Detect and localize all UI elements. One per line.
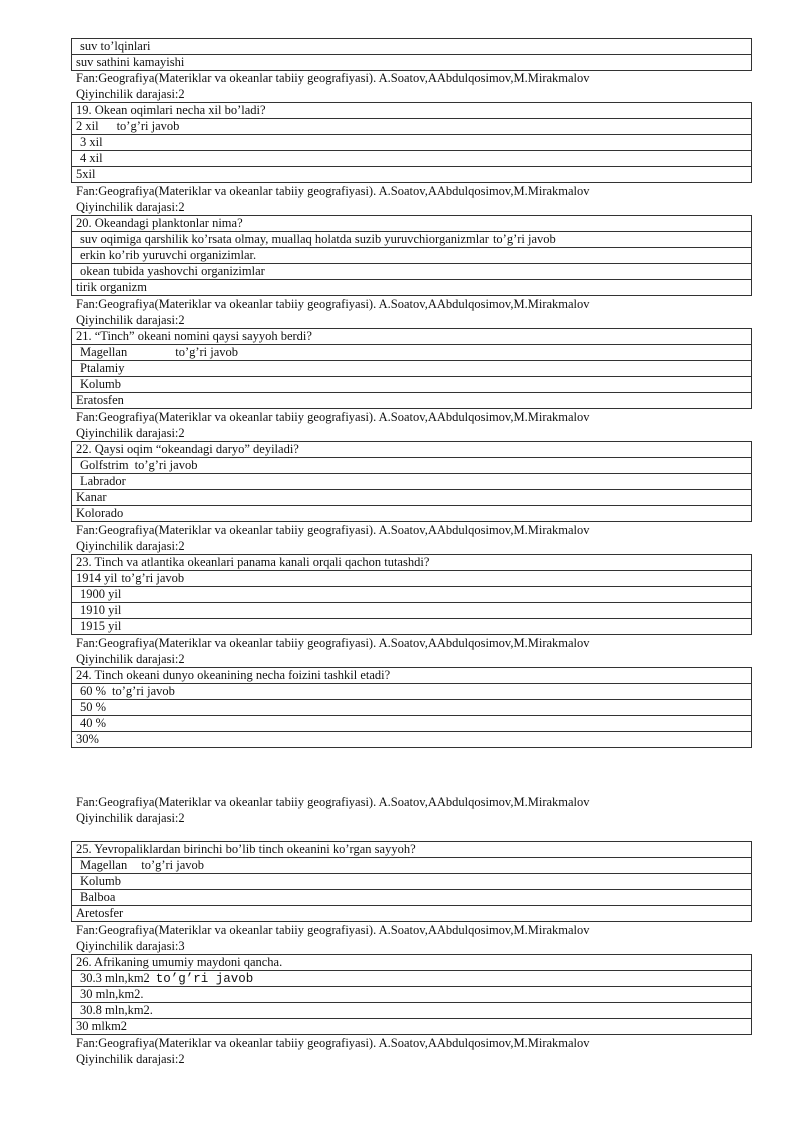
option-row: 5xil xyxy=(72,167,751,183)
option-row xyxy=(72,345,751,361)
option-row: 1910 yil xyxy=(72,603,751,619)
option-row: 1900 yil xyxy=(72,587,751,603)
subject-line: Fan:Geografiya(Materiklar va okeanlar tabiiy geografiyasi). A.Soatov,AAbdulqosimov,M.Mirakmalov xyxy=(76,795,590,809)
question-text: 26. Afrikaning umumiy maydoni qancha. xyxy=(72,955,751,971)
option-text: Magellan xyxy=(80,345,128,359)
question-table xyxy=(71,554,752,635)
option-row: 30 mln,km2. xyxy=(72,987,751,1003)
option-row xyxy=(72,119,751,135)
option-row: Kolumb xyxy=(72,874,751,890)
correct-answer-mark: to’g’ri javob xyxy=(112,684,175,698)
option-row: 50 % xyxy=(72,700,751,716)
question-table xyxy=(71,215,752,296)
option-row: 4 xil xyxy=(72,151,751,167)
subject-line: Fan:Geografiya(Materiklar va okeanlar tabiiy geografiyasi). A.Soatov,AAbdulqosimov,M.Mirakmalov xyxy=(76,297,590,311)
question-text: 24. Tinch okeani dunyo okeanining necha foizini tashkil etadi? xyxy=(72,668,751,684)
question-table xyxy=(71,667,752,748)
option-row: Labrador xyxy=(72,474,751,490)
option-text: 1914 yil xyxy=(76,571,118,585)
question-table xyxy=(71,954,752,1035)
question-text: 20. Okeandagi planktonlar nima? xyxy=(72,216,751,232)
option-row: Kolumb xyxy=(72,377,751,393)
correct-answer-mark: to’g’ri javob xyxy=(175,345,239,359)
option-text: 2 xil xyxy=(76,119,99,133)
subject-line: Fan:Geografiya(Materiklar va okeanlar tabiiy geografiyasi). A.Soatov,AAbdulqosimov,M.Mirakmalov xyxy=(76,636,590,650)
question-table xyxy=(71,328,752,409)
question-text: 21. “Tinch” okeani nomini qaysi sayyoh berdi? xyxy=(72,329,751,345)
option-row xyxy=(72,571,751,587)
difficulty-line: Qiyinchilik darajasi:2 xyxy=(76,200,185,214)
option-text: 60 % xyxy=(80,684,107,698)
difficulty-line: Qiyinchilik darajasi:2 xyxy=(76,426,185,440)
answer-table-fragment xyxy=(71,38,752,71)
correct-answer-mark: to’g’ri javob xyxy=(121,571,185,585)
question-table xyxy=(71,841,752,922)
option-text: suv oqimiga qarshilik ko’rsata olmay, muallaq holatda suzib yuruvchiorganizmlar xyxy=(80,232,489,246)
difficulty-line: Qiyinchilik darajasi:2 xyxy=(76,1052,185,1066)
option-row: 30 mlkm2 xyxy=(72,1019,751,1035)
question-text: 19. Okean oqimlari necha xil bo’ladi? xyxy=(72,103,751,119)
option-row: 3 xil xyxy=(72,135,751,151)
correct-answer-mark: to’g’ri javob xyxy=(134,458,198,472)
option-row: tirik organizm xyxy=(72,280,751,296)
option-row xyxy=(72,232,751,248)
option-row: Eratosfen xyxy=(72,393,751,409)
option-row: 1915 yil xyxy=(72,619,751,635)
question-table xyxy=(71,441,752,522)
option-text: Magellan xyxy=(80,858,128,872)
subject-line: Fan:Geografiya(Materiklar va okeanlar tabiiy geografiyasi). A.Soatov,AAbdulqosimov,M.Mirakmalov xyxy=(76,410,590,424)
option-row: 30% xyxy=(72,732,751,748)
difficulty-line: Qiyinchilik darajasi:2 xyxy=(76,539,185,553)
difficulty-line: Qiyinchilik darajasi:2 xyxy=(76,652,185,666)
option-row: Aretosfer xyxy=(72,906,751,922)
option-row: suv to’lqinlari xyxy=(72,39,751,55)
difficulty-line: Qiyinchilik darajasi:2 xyxy=(76,811,185,825)
option-row: Ptalamiy xyxy=(72,361,751,377)
correct-answer-mark: to’g’ri javob xyxy=(155,972,254,986)
subject-line: Fan:Geografiya(Materiklar va okeanlar tabiiy geografiyasi). A.Soatov,AAbdulqosimov,M.Mirakmalov xyxy=(76,184,590,198)
option-row: Kolorado xyxy=(72,506,751,522)
question-text: 25. Yevropaliklardan birinchi bo’lib tinch okeanini ko’rgan sayyoh? xyxy=(72,842,751,858)
option-row: 40 % xyxy=(72,716,751,732)
option-text: Golfstrim xyxy=(80,458,129,472)
question-text: 22. Qaysi oqim “okeandagi daryo” deyiladi? xyxy=(72,442,751,458)
option-row: okean tubida yashovchi organizimlar xyxy=(72,264,751,280)
option-row: Kanar xyxy=(72,490,751,506)
subject-line: Fan:Geografiya(Materiklar va okeanlar tabiiy geografiyasi). A.Soatov,AAbdulqosimov,M.Mirakmalov xyxy=(76,923,590,937)
subject-line: Fan:Geografiya(Materiklar va okeanlar tabiiy geografiyasi). A.Soatov,AAbdulqosimov,M.Mirakmalov xyxy=(76,71,590,85)
correct-answer-mark: to’g’ri javob xyxy=(116,119,180,133)
option-text: 30.3 mln,km2 xyxy=(80,971,150,985)
option-row: suv sathini kamayishi xyxy=(72,55,751,71)
option-row xyxy=(72,971,751,987)
option-row xyxy=(72,458,751,474)
difficulty-line: Qiyinchilik darajasi:3 xyxy=(76,939,185,953)
correct-answer-mark: to’g’ri javob xyxy=(141,858,205,872)
option-row: erkin ko’rib yuruvchi organizimlar. xyxy=(72,248,751,264)
correct-answer-mark: to’g’ri javob xyxy=(492,232,556,246)
subject-line: Fan:Geografiya(Materiklar va okeanlar tabiiy geografiyasi). A.Soatov,AAbdulqosimov,M.Mirakmalov xyxy=(76,1036,590,1050)
difficulty-line: Qiyinchilik darajasi:2 xyxy=(76,313,185,327)
question-text: 23. Tinch va atlantika okeanlari panama kanali orqali qachon tutashdi? xyxy=(72,555,751,571)
difficulty-line: Qiyinchilik darajasi:2 xyxy=(76,87,185,101)
option-row xyxy=(72,858,751,874)
option-row: Balboa xyxy=(72,890,751,906)
subject-line: Fan:Geografiya(Materiklar va okeanlar tabiiy geografiyasi). A.Soatov,AAbdulqosimov,M.Mirakmalov xyxy=(76,523,590,537)
question-table xyxy=(71,102,752,183)
option-row xyxy=(72,684,751,700)
option-row: 30.8 mln,km2. xyxy=(72,1003,751,1019)
